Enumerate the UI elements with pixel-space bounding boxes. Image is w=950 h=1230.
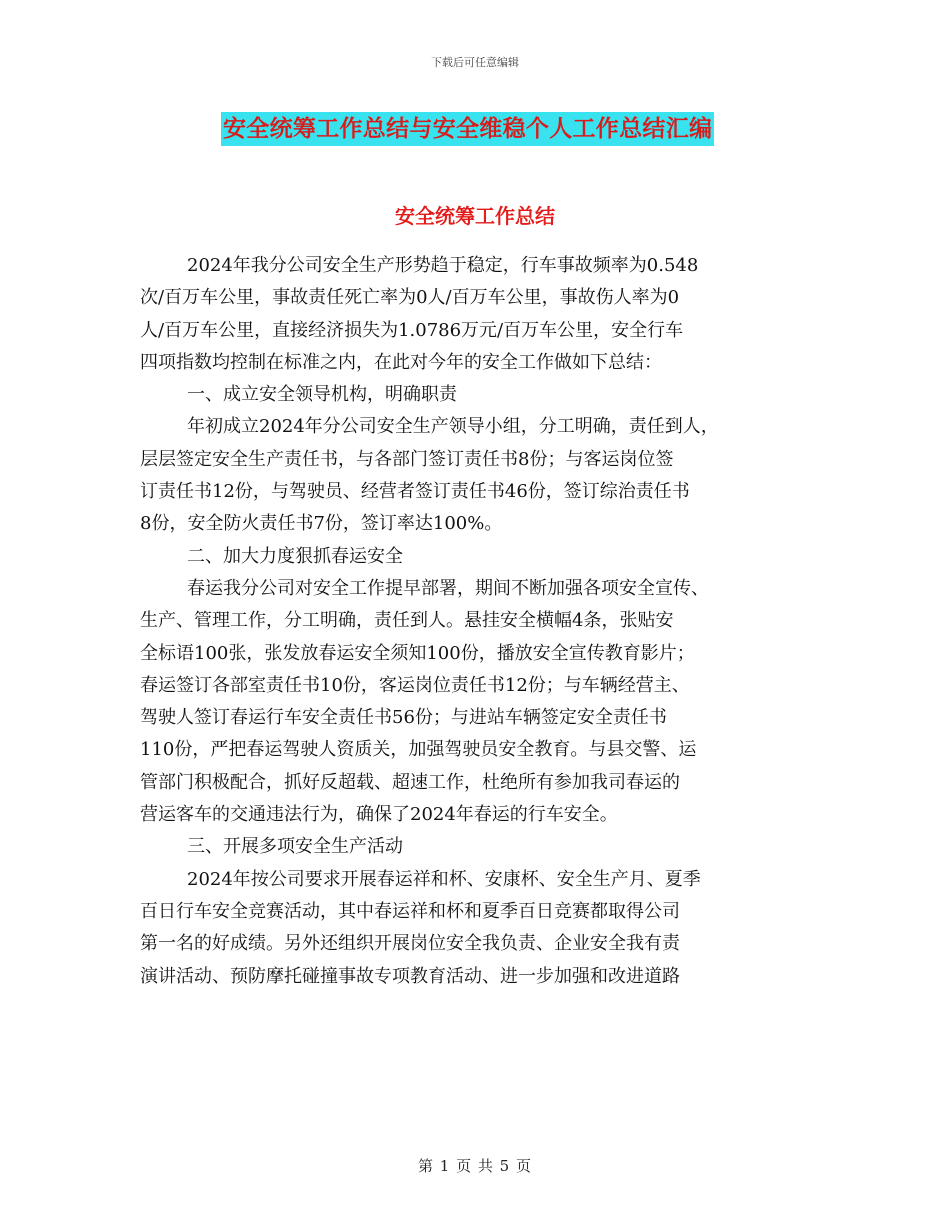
text-line: 演讲活动、预防摩托碰撞事故专项教育活动、进一步加强和改进道路 — [140, 965, 680, 987]
text-line: 全标语100张，张发放春运安全须知100份，播放安全宣传教育影片； — [140, 642, 695, 664]
text-line: 管部门积极配合，抓好反超载、超速工作，杜绝所有参加我司春运的 — [140, 771, 680, 793]
text-line: 百日行车安全竞赛活动，其中春运祥和杯和夏季百日竞赛都取得公司 — [140, 900, 680, 922]
text-line: 层层签定安全生产责任书，与各部门签订责任书8份；与客运岗位签 — [140, 448, 674, 470]
text-line: 110份，严把春运驾驶人资质关，加强驾驶员安全教育。与县交警、运 — [140, 739, 697, 761]
text-line: 年初成立2024年分公司安全生产领导小组，分工明确，责任到人， — [187, 416, 719, 438]
text-line: 驾驶人签订春运行车安全责任书56份；与进站车辆签定安全责任书 — [140, 707, 667, 729]
header-note: 下载后可任意编辑 — [431, 56, 519, 69]
text-line: 春运签订各部室责任书10份，客运岗位责任书12份；与车辆经营主、 — [140, 674, 690, 696]
text-line: 营运客车的交通违法行为，确保了2024年春运的行车安全。 — [140, 804, 618, 826]
heading-line: 一、成立安全领导机构，明确职责 — [187, 384, 457, 406]
section-title: 安全统筹工作总结 — [395, 204, 555, 228]
text-line: 春运我分公司对安全工作提早部署，期间不断加强各项安全宣传、 — [187, 577, 709, 599]
text-line: 次/百万车公里，事故责任死亡率为0人/百万车公里，事故伤人率为0 — [140, 287, 680, 309]
heading-line: 三、开展多项安全生产活动 — [187, 836, 403, 858]
text-line: 2024年按公司要求开展春运祥和杯、安康杯、安全生产月、夏季 — [187, 868, 701, 890]
page-number: 第 1 页 共 5 页 — [418, 1157, 532, 1175]
text-line: 四项指数均控制在标准之内，在此对今年的安全工作做如下总结： — [140, 351, 662, 373]
text-line: 订责任书12份，与驾驶员、经营者签订责任书46份，签订综治责任书 — [140, 481, 690, 503]
text-line: 人/百万车公里，直接经济损失为1.0786万元/百万车公里，安全行车 — [140, 319, 684, 341]
text-line: 8份，安全防火责任书7份，签订率达100%。 — [140, 513, 503, 535]
text-line: 生产、管理工作，分工明确，责任到人。悬挂安全横幅4条，张贴安 — [140, 610, 674, 632]
text-line: 第一名的好成绩。另外还组织开展岗位安全我负责、企业安全我有责 — [140, 933, 680, 955]
body-text — [140, 250, 820, 993]
heading-line: 二、加大力度狠抓春运安全 — [187, 545, 403, 567]
text-line: 2024年我分公司安全生产形势趋于稳定，行车事故频率为0.548 — [187, 255, 699, 276]
document-title: 安全统筹工作总结与安全维稳个人工作总结汇编 — [221, 112, 714, 146]
